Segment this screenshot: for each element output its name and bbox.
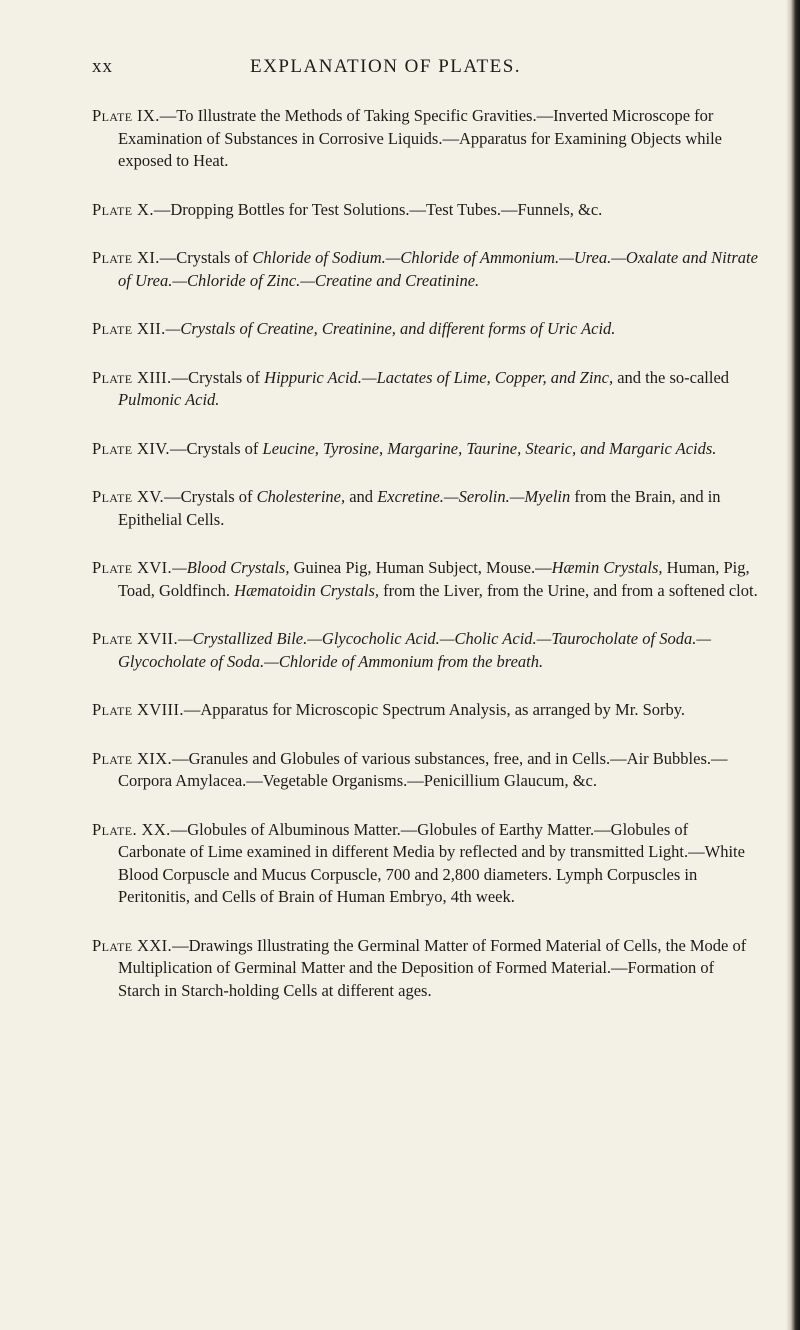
plate-label: Plate. XX.	[92, 819, 171, 839]
plate-entry	[92, 557, 760, 602]
plate-entry	[92, 935, 760, 1003]
plate-description: —To Illustrate the Methods of Taking Specific Gravities.—Inverted Microscope for Examination of Substances in Corrosive Liquids.—Apparatus for Examining Objects while exposed to Heat.	[118, 106, 722, 170]
plate-label: Plate XVI.	[92, 558, 173, 577]
plate-description: —Crystals of	[171, 367, 265, 387]
plate-label: Plate XVII.	[92, 629, 178, 648]
book-spine-shadow	[786, 0, 800, 1330]
plate-description: Human, Pig, Toad, Goldfinch.	[118, 558, 750, 600]
plate-description-italic: —Blood Crystals,	[172, 558, 290, 577]
plate-label: Plate XV.	[92, 487, 165, 506]
plate-label: Plate XIV.	[92, 438, 170, 458]
plate-description-italic: Chloride of Sodium.—Chloride of Ammonium.—Urea.—Oxalate and Nitrate of Urea.—Chloride of Zinc.—Creatine and Creatinine.	[118, 248, 758, 290]
plate-description-italic: Hæmin Crystals,	[551, 558, 663, 577]
plate-description: Guinea Pig, Human Subject, Mouse.—	[289, 558, 552, 577]
plate-label: Plate XIII.	[92, 367, 172, 387]
plate-description: —Dropping Bottles for Test Solutions.—Test Tubes.—Funnels, &c.	[153, 199, 603, 219]
plate-label: Plate XI.	[92, 248, 160, 267]
plate-description: —Drawings Illustrating the Germinal Matter of Formed Material of Cells, the Mode of Multiplication of Germinal Matter and the Deposition of Formed Material.—Formation of Starch in Starch-holding Cells at different ages.	[118, 935, 747, 1000]
plate-entry	[92, 247, 760, 292]
plate-entry	[92, 628, 760, 673]
page-header	[92, 56, 752, 86]
plate-description: and the so-called	[613, 367, 730, 387]
plate-description: —Crystals of	[164, 487, 257, 506]
plate-description-italic: Hippuric Acid.—Lactates of Lime, Copper, and Zinc,	[264, 367, 614, 387]
plate-description-italic: Hæmatoidin Crystals,	[234, 580, 380, 600]
plate-entry	[92, 367, 760, 412]
plate-description-italic: —Crystallized Bile.—Glycocholic Acid.—Cholic Acid.—Taurocholate of Soda.—Glycocholate of Soda.—Chloride of Ammonium from the breath.	[118, 629, 711, 671]
plate-description: from the Brain, and in Epithelial Cells.	[118, 487, 721, 529]
plate-label: Plate XVIII.	[92, 700, 184, 719]
plate-description: —Globules of Albuminous Matter.—Globules of Earthy Matter.—Globules of Carbonate of Lime examined in different Media by reflected and by transmitted Light.—White Blood Corpuscle and Mucus Corpuscle, 700 and 2,800 diameters. Lymph Corpuscles in Peritonitis, and Cells of Brain of Human Embryo, 4th week.	[118, 819, 745, 906]
plate-list	[92, 105, 760, 1028]
plate-label: Plate XXI.	[92, 935, 173, 955]
plate-entry	[92, 748, 760, 793]
plate-entry	[92, 438, 760, 461]
plate-description: —Crystals of	[159, 248, 253, 267]
plate-entry	[92, 699, 760, 722]
running-title: EXPLANATION OF PLATES.	[250, 56, 522, 77]
plate-label: Plate XII.	[92, 319, 166, 338]
page-number: xx	[92, 56, 113, 77]
plate-label: Plate IX.	[92, 106, 160, 125]
plate-entry	[92, 105, 760, 173]
plate-entry	[92, 318, 760, 341]
plate-description: from the Liver, from the Urine, and from a softened clot.	[379, 580, 758, 600]
plate-description: and	[345, 487, 378, 506]
plate-entry	[92, 199, 760, 222]
plate-description-italic: Cholesterine,	[256, 487, 346, 506]
plate-entry	[92, 486, 760, 531]
plate-description: —Granules and Globules of various substances, free, and in Cells.—Air Bubbles.—Corpora Amylacea.—Vegetable Organisms.—Penicillium Glaucum, &c.	[118, 748, 728, 790]
plate-description: —Apparatus for Microscopic Spectrum Analysis, as arranged by Mr. Sorby.	[183, 700, 686, 719]
plate-description: —Crystals of	[169, 438, 263, 458]
plate-description-italic: —Crystals of Creatine, Creatinine, and different forms of Uric Acid.	[165, 319, 616, 338]
plate-entry	[92, 819, 760, 909]
plate-description-italic: Leucine, Tyrosine, Margarine, Taurine, Stearic, and Margaric Acids.	[262, 438, 717, 458]
plate-label: Plate XIX.	[92, 748, 173, 768]
plate-label: Plate X.	[92, 199, 154, 219]
plate-description-italic: Excretine.—Serolin.—Myelin	[377, 487, 571, 506]
plate-description-italic: Pulmonic Acid.	[118, 390, 220, 409]
